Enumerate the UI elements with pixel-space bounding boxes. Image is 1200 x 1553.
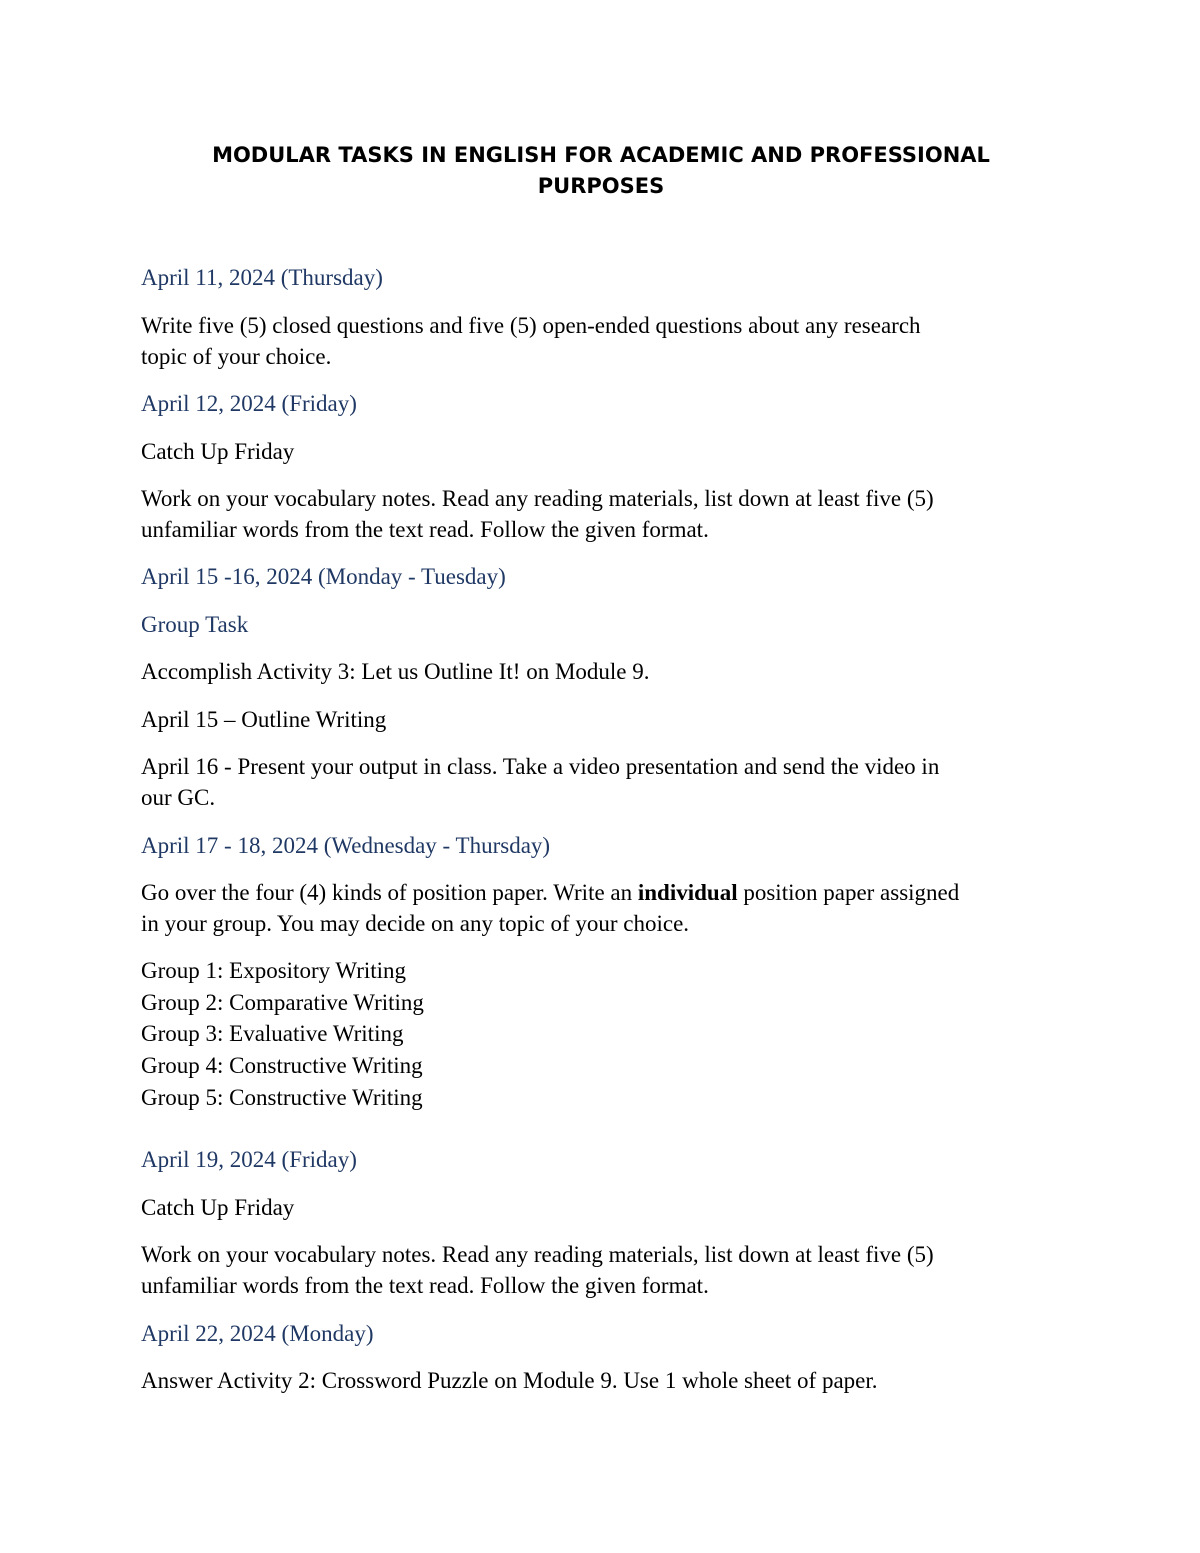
section-heading-april-19: April 19, 2024 (Friday) [141, 1147, 357, 1172]
group-list-item: Group 4: Constructive Writing [141, 1053, 423, 1078]
section-subtitle-april-12: Catch Up Friday [141, 439, 295, 464]
section-subtitle-april-19: Catch Up Friday [141, 1195, 295, 1220]
group-list-item: Group 5: Constructive Writing [141, 1085, 423, 1110]
section-heading-april-11: April 11, 2024 (Thursday) [141, 265, 383, 290]
section-text-april-12-line-1: Work on your vocabulary notes. Read any reading materials, list down at least five (5) [141, 486, 934, 511]
document-title [130, 140, 1072, 202]
bold-word-individual: individual [637, 880, 738, 905]
section-text-april-17-18-line-2: in your group. You may decide on any topic of your choice. [141, 911, 690, 936]
title-line-2: PURPOSES [537, 174, 665, 198]
title-line-1: MODULAR TASKS IN ENGLISH FOR ACADEMIC AND PROFESSIONAL [212, 143, 990, 167]
section-heading-april-17-18: April 17 - 18, 2024 (Wednesday - Thursday) [141, 833, 551, 858]
section-subheading-group-task: Group Task [141, 612, 249, 637]
text-after-bold: position paper assigned [737, 880, 960, 905]
group-list-item: Group 1: Expository Writing [141, 958, 407, 983]
text-before-bold: Go over the four (4) kinds of position paper. Write an [141, 880, 638, 905]
section-text-april-17-18-line-1 [141, 877, 1061, 908]
schedule-item-april-16-line-2: our GC. [141, 785, 216, 810]
section-heading-april-22: April 22, 2024 (Monday) [141, 1321, 374, 1346]
section-heading-april-12: April 12, 2024 (Friday) [141, 391, 357, 416]
group-list-item: Group 3: Evaluative Writing [141, 1021, 404, 1046]
section-text-april-12-line-2: unfamiliar words from the text read. Follow the given format. [141, 517, 709, 542]
schedule-item-april-15: April 15 – Outline Writing [141, 707, 387, 732]
section-text-april-11-line-2: topic of your choice. [141, 344, 332, 369]
section-text-april-19-line-2: unfamiliar words from the text read. Follow the given format. [141, 1273, 709, 1298]
section-heading-april-15-16: April 15 -16, 2024 (Monday - Tuesday) [141, 564, 506, 589]
schedule-item-april-16-line-1: April 16 - Present your output in class. Take a video presentation and send the video in [141, 754, 940, 779]
section-text-april-11-line-1: Write five (5) closed questions and five (5) open-ended questions about any research [141, 313, 921, 338]
section-text-april-15-16: Accomplish Activity 3: Let us Outline It! on Module 9. [141, 659, 650, 684]
group-list-item: Group 2: Comparative Writing [141, 990, 424, 1015]
section-text-april-19-line-1: Work on your vocabulary notes. Read any reading materials, list down at least five (5) [141, 1242, 934, 1267]
section-text-april-22: Answer Activity 2: Crossword Puzzle on Module 9. Use 1 whole sheet of paper. [141, 1368, 878, 1393]
